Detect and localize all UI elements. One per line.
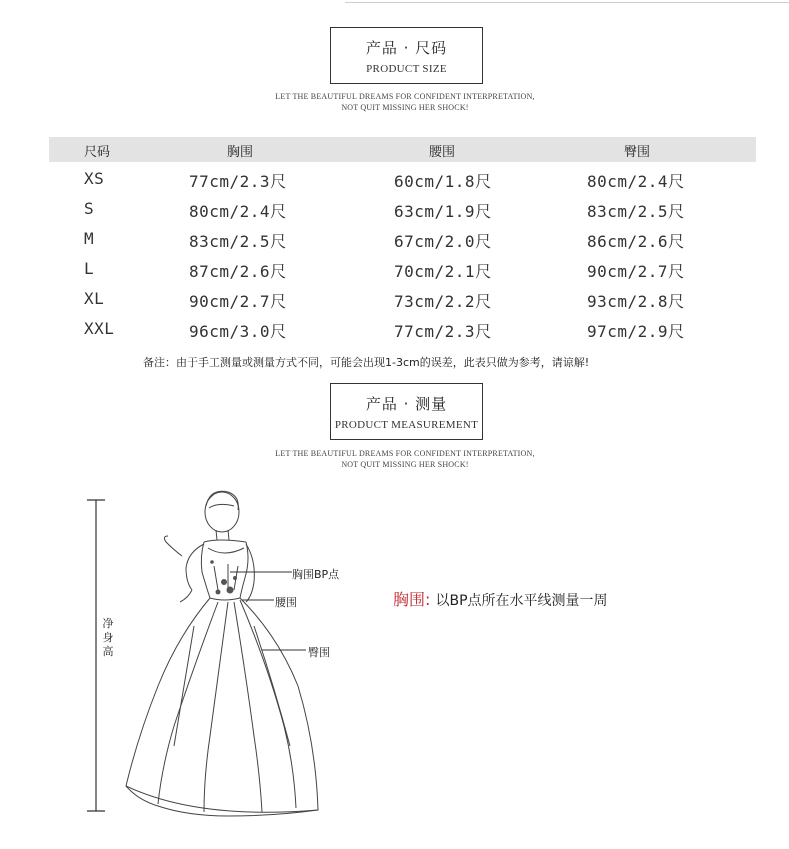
product-size-title-en: PRODUCT SIZE [366,63,447,75]
product-measurement-title-en: PRODUCT MEASUREMENT [334,419,479,431]
top-divider [345,2,789,3]
size-slogan-line1: LET THE BEAUTIFUL DREAMS FOR CONFIDENT INTERPRETATION, [275,92,535,101]
cell-hip: 90cm/2.7尺 [587,262,685,281]
cell-size: XXL [84,319,115,338]
product-size-title-cn: 产品 · 尺码 [365,39,448,57]
table-row [0,259,789,289]
measurement-slogan [230,448,580,470]
cell-waist: 70cm/2.1尺 [394,262,492,281]
cell-size: XL [84,289,105,308]
bust-bp-label: 胸围BP点 [292,568,340,581]
cell-hip: 93cm/2.8尺 [587,292,685,311]
product-measurement-title-box [330,383,483,440]
height-label: 净身高 [102,617,114,658]
cell-waist: 60cm/1.8尺 [394,172,492,191]
cell-size: L [84,259,95,278]
size-slogan-line2: NOT QUIT MISSING HER SHOCK! [341,103,469,112]
measurement-pointers [230,572,306,650]
bust-definition-description: 以BP点所在水平线测量一周 [435,593,608,609]
header-chest: 胸围 [227,145,254,160]
table-row [0,169,789,199]
cell-waist: 77cm/2.3尺 [394,322,492,341]
size-slogan [230,91,580,113]
measurement-note: 备注：由于手工测量或测量方式不同，可能会出现1-3cm的误差，此表只做为参考，请谅解! [143,356,590,369]
cell-hip: 86cm/2.6尺 [587,232,685,251]
measurement-slogan-line1: LET THE BEAUTIFUL DREAMS FOR CONFIDENT INTERPRETATION, [275,449,535,458]
figure-skirt [126,598,318,816]
lace-detail [210,560,237,594]
header-waist: 腰围 [429,145,456,160]
bust-definition-term: 胸围: [393,590,431,609]
hip-label: 臀围 [308,646,330,659]
dress-figure-illustration [78,486,398,826]
size-table-header [49,137,756,162]
cell-chest: 87cm/2.6尺 [189,262,287,281]
cell-chest: 80cm/2.4尺 [189,202,287,221]
figure-head [205,491,239,540]
figure-bodice [201,540,248,600]
cell-hip: 97cm/2.9尺 [587,322,685,341]
cell-chest: 90cm/2.7尺 [189,292,287,311]
cell-waist: 73cm/2.2尺 [394,292,492,311]
table-row [0,229,789,259]
cell-chest: 83cm/2.5尺 [189,232,287,251]
cell-size: XS [84,169,105,188]
cell-hip: 83cm/2.5尺 [587,202,685,221]
bust-definition [393,587,608,610]
cell-size: M [84,229,95,248]
table-row [0,289,789,319]
cell-waist: 63cm/1.9尺 [394,202,492,221]
cell-size: S [84,199,95,218]
cell-chest: 96cm/3.0尺 [189,322,287,341]
table-row [0,319,789,349]
cell-waist: 67cm/2.0尺 [394,232,492,251]
product-size-title-box [330,27,483,84]
cell-hip: 80cm/2.4尺 [587,172,685,191]
cell-chest: 77cm/2.3尺 [189,172,287,191]
product-measurement-title-cn: 产品 · 测量 [365,395,448,413]
header-size: 尺码 [84,145,111,160]
table-row [0,199,789,229]
measurement-slogan-line2: NOT QUIT MISSING HER SHOCK! [341,460,469,469]
header-hip: 臀围 [624,145,651,160]
waist-label: 腰围 [275,596,297,609]
